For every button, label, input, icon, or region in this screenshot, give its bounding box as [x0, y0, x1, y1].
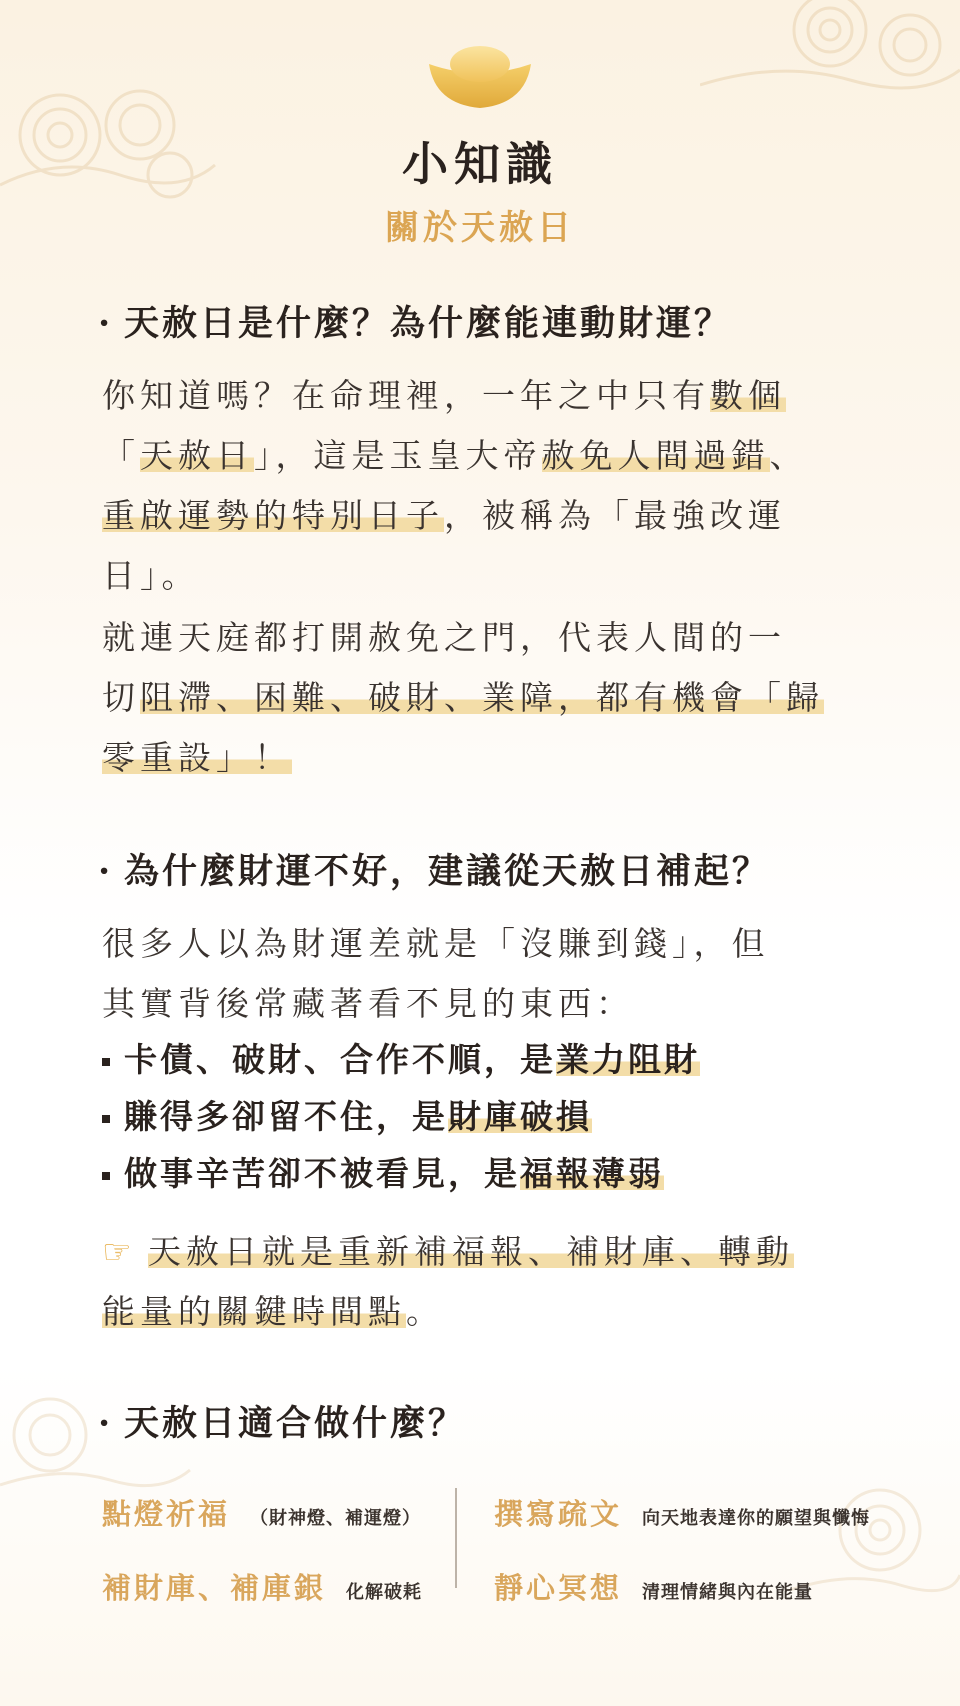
highlighted-text: 數個 — [710, 376, 786, 415]
section-heading-activities — [98, 1396, 466, 1446]
paragraph-conclusion — [102, 1222, 862, 1342]
text-line — [102, 366, 862, 426]
text-line — [102, 426, 862, 486]
highlighted-text: 福報薄弱 — [520, 1154, 664, 1193]
pointing-hand-icon: ☞ — [102, 1232, 137, 1271]
activity-note: 向天地表達你的願望與懺悔 — [642, 1508, 871, 1529]
cause-item — [102, 1087, 592, 1147]
text-segment: 切 — [102, 678, 140, 717]
section-heading-text: 為什麼財運不好，建議從天赦日補起？ — [124, 851, 771, 892]
highlighted-text: 赦免人間過錯 — [541, 436, 770, 475]
activity-note: 化解破耗 — [346, 1582, 423, 1603]
text-segment: 。 — [406, 1292, 444, 1331]
text-line — [102, 1282, 862, 1342]
text-segment: ，被稱為「最強改運 — [444, 496, 786, 535]
section-heading-why — [98, 844, 770, 894]
page-subtitle: 關於天赦日 — [385, 208, 575, 248]
text-segment: 卡債、破財、合作不順，是 — [124, 1040, 556, 1079]
highlighted-text: 能量的關鍵時間點 — [102, 1292, 406, 1331]
highlighted-text: 天赦日就是重新補福報、補財庫、轉動 — [148, 1232, 794, 1271]
text-segment: 你知道嗎？在命理裡，一年之中只有 — [102, 376, 710, 415]
paragraph-why-intro — [102, 914, 862, 1034]
square-bullet-icon — [102, 1172, 110, 1180]
activity-name: 點燈祈福 — [102, 1497, 231, 1531]
square-bullet-icon — [102, 1058, 110, 1066]
text-line — [102, 914, 862, 974]
text-line — [102, 546, 862, 606]
bullet-dot: · — [98, 1403, 114, 1444]
text-line — [102, 668, 862, 728]
text-segment: 、 — [769, 436, 808, 475]
bullet-dot: · — [98, 851, 114, 892]
highlighted-text: 阻滯、困難、破財、業障，都有機會「歸 — [140, 678, 824, 717]
text-segment: 」，這是玉皇大帝 — [254, 436, 542, 475]
text-segment: 「 — [102, 436, 140, 475]
cloud-ornament-top-right — [700, 0, 960, 110]
text-line — [102, 486, 862, 546]
text-line — [102, 608, 862, 668]
text-segment: 做事辛苦卻不被看見，是 — [124, 1154, 520, 1193]
highlighted-text: 零重設」！ — [102, 738, 292, 777]
column-divider — [455, 1488, 457, 1588]
text-segment: 日」。 — [102, 556, 200, 595]
paragraph-reset — [102, 608, 862, 788]
cause-item — [102, 1030, 700, 1090]
gold-ingot-icon — [425, 42, 535, 112]
section-heading-what-is — [98, 296, 732, 346]
bullet-dot: · — [98, 303, 114, 344]
activity-item — [102, 1492, 421, 1533]
paragraph-intro — [102, 366, 862, 606]
activity-note: （財神燈、補運燈） — [250, 1508, 422, 1529]
text-segment: 就連天庭都打開赦免之門，代表人間的一 — [102, 618, 786, 657]
text-segment: 很多人以為財運差就是「沒賺到錢」，但 — [102, 924, 770, 963]
highlighted-text: 重啟運勢的特別日子 — [102, 496, 444, 535]
page-title: 小知識 — [402, 137, 558, 191]
activity-note: 清理情緒與內在能量 — [642, 1582, 814, 1603]
text-segment: 其實背後常藏著看不見的東西： — [102, 984, 634, 1023]
activity-name: 靜心冥想 — [494, 1571, 623, 1605]
square-bullet-icon — [102, 1115, 110, 1123]
text-line — [102, 728, 862, 788]
text-line — [102, 1222, 862, 1282]
text-segment: 賺得多卻留不住，是 — [124, 1097, 448, 1136]
activity-name: 撰寫疏文 — [494, 1497, 623, 1531]
text-line — [102, 974, 862, 1034]
cause-item — [102, 1144, 664, 1204]
activity-name: 補財庫、補庫銀 — [102, 1571, 327, 1605]
activity-item — [494, 1566, 813, 1607]
highlighted-text: 天赦日 — [140, 436, 254, 475]
section-heading-text: 天赦日適合做什麼？ — [124, 1403, 467, 1444]
highlighted-text: 財庫破損 — [448, 1097, 592, 1136]
highlighted-text: 業力阻財 — [556, 1040, 700, 1079]
activity-item — [494, 1492, 870, 1533]
section-heading-text: 天赦日是什麼？為什麼能連動財運？ — [124, 303, 733, 344]
activity-item — [102, 1566, 422, 1607]
